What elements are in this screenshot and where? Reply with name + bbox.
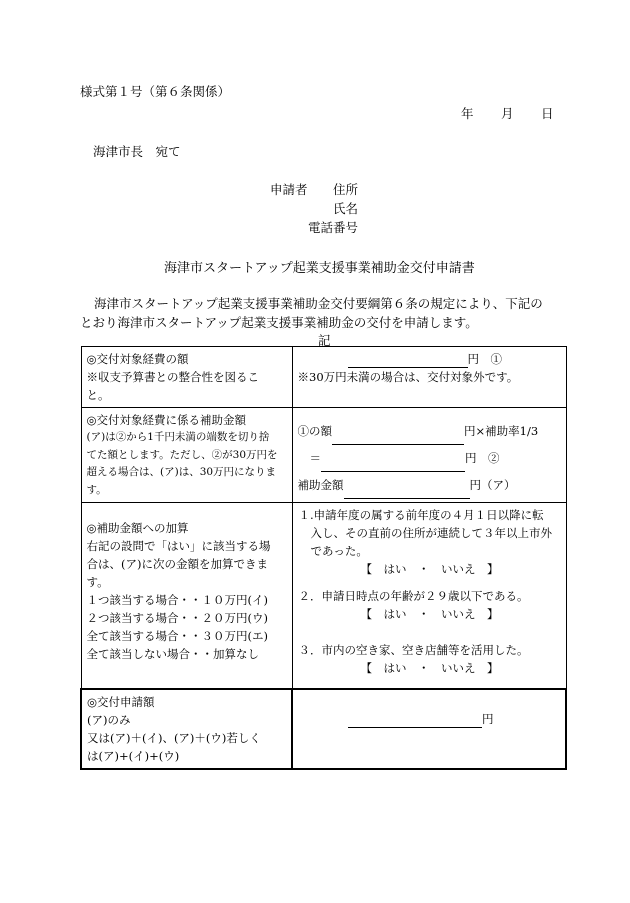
- amount-blank-5[interactable]: [348, 713, 482, 728]
- row3-label-5: １つ該当する場合・・１０万円(イ): [86, 593, 268, 607]
- table-row: [81, 689, 566, 769]
- body-line-2: とおり海津市スタートアップ起業支援事業補助金の交付を申請します。: [80, 315, 478, 330]
- row2-label-1: ◎交付対象経費に係る補助金額: [86, 413, 247, 427]
- question-1-line-3: であった。: [310, 544, 368, 558]
- answer-2[interactable]: 【 はい ・ いいえ 】: [360, 607, 499, 621]
- row3-label-2: 右記の設問で「はい」に該当する場: [86, 539, 271, 553]
- question-2: ２．申請日時点の年齢が２９歳以下である。: [298, 589, 529, 603]
- row4-label-1: ◎交付申請額: [87, 694, 155, 709]
- recipient: 海津市長 宛て: [93, 144, 181, 159]
- calc1-prefix: ①の額: [297, 424, 332, 438]
- amount-blank-4[interactable]: [344, 484, 470, 499]
- row2-label-4: 超える場合は、(ア)は、30万円になりま: [86, 466, 277, 478]
- question-1-line-1: １.申請年度の属する前年度の４月１日以降に転: [298, 508, 544, 522]
- row4-label-cell: [81, 689, 292, 769]
- row1-label-3: と。: [86, 388, 110, 402]
- applicant-label: 申請者: [270, 182, 308, 197]
- question-3: ３．市内の空き家、空き店舗等を活用した。: [298, 643, 529, 657]
- row1-label-1: ◎交付対象経費の額: [86, 352, 189, 366]
- applicant-name: 氏名: [333, 201, 359, 216]
- row1-label-2: ※収支予算書との整合性を図るこ: [86, 370, 259, 384]
- date-year: 年: [461, 106, 474, 121]
- body-line-1: 海津市スタートアップ起業支援事業補助金交付要綱第６条の規定により、下記の: [94, 296, 543, 311]
- form-number: 様式第１号（第６条関係）: [80, 84, 231, 99]
- row4-unit: 円: [482, 711, 494, 726]
- application-table: [80, 346, 567, 770]
- row2-value-cell: [292, 408, 566, 503]
- calc2-prefix: ＝: [309, 451, 321, 465]
- amount-blank-3[interactable]: [321, 457, 465, 472]
- answer-1[interactable]: 【 はい ・ いいえ 】: [360, 562, 499, 576]
- row4-label-3: 又は(ア)＋(イ)、(ア)＋(ウ)若しく: [87, 730, 261, 745]
- calc3-suffix: 円（ア）: [469, 478, 516, 492]
- date-day: 日: [541, 106, 554, 121]
- row2-label-cell: [81, 408, 292, 503]
- answer-3[interactable]: 【 はい ・ いいえ 】: [360, 661, 499, 675]
- row2-label-3: てた額とします。ただし、②が30万円を: [86, 448, 278, 461]
- row3-label-4: す。: [86, 575, 109, 589]
- row3-label-7: 全て該当する場合・・３０万円(エ): [86, 629, 268, 643]
- row3-label-1: ◎補助金額への加算: [86, 521, 189, 535]
- row3-value-cell: [292, 503, 566, 689]
- row1-value-cell: [292, 347, 566, 408]
- row4-value-cell: [292, 689, 566, 769]
- row2-label-5: す。: [86, 483, 107, 496]
- ki-label: 記: [318, 333, 331, 348]
- calc2-suffix: 円 ②: [465, 451, 500, 465]
- date-month: 月: [501, 106, 514, 121]
- table-row: [81, 503, 566, 689]
- row4-label-4: は(ア)+(イ)+(ウ): [87, 748, 180, 763]
- row3-label-6: ２つ該当する場合・・２０万円(ウ): [86, 611, 268, 625]
- row1-label-cell: [81, 347, 292, 408]
- table-row: [81, 347, 566, 408]
- applicant-phone: 電話番号: [308, 220, 359, 235]
- row4-label-2: (ア)のみ: [87, 712, 131, 727]
- calc1-suffix: 円×補助率1/3: [464, 424, 539, 438]
- row2-label-2: (ア)は②から1千円未満の端数を切り捨: [86, 431, 270, 443]
- applicant-address: 住所: [333, 182, 359, 197]
- table-row: [81, 408, 566, 503]
- row3-label-3: 合は、(ア)に次の金額を加算できま: [86, 557, 268, 571]
- row1-unit: 円 ①: [467, 352, 502, 366]
- row3-label-8: 全て該当しない場合・・加算なし: [86, 647, 259, 661]
- row3-label-cell: [81, 503, 292, 689]
- question-1-line-2: 入し、その直前の住所が連続して３年以上市外: [310, 526, 552, 540]
- calc3-prefix: 補助金額: [297, 478, 344, 492]
- row1-note: ※30万円未満の場合は、交付対象外です。: [297, 370, 519, 384]
- amount-blank-1[interactable]: [348, 353, 468, 368]
- amount-blank-2[interactable]: [332, 430, 464, 445]
- document-title: 海津市スタートアップ起業支援事業補助金交付申請書: [164, 261, 475, 276]
